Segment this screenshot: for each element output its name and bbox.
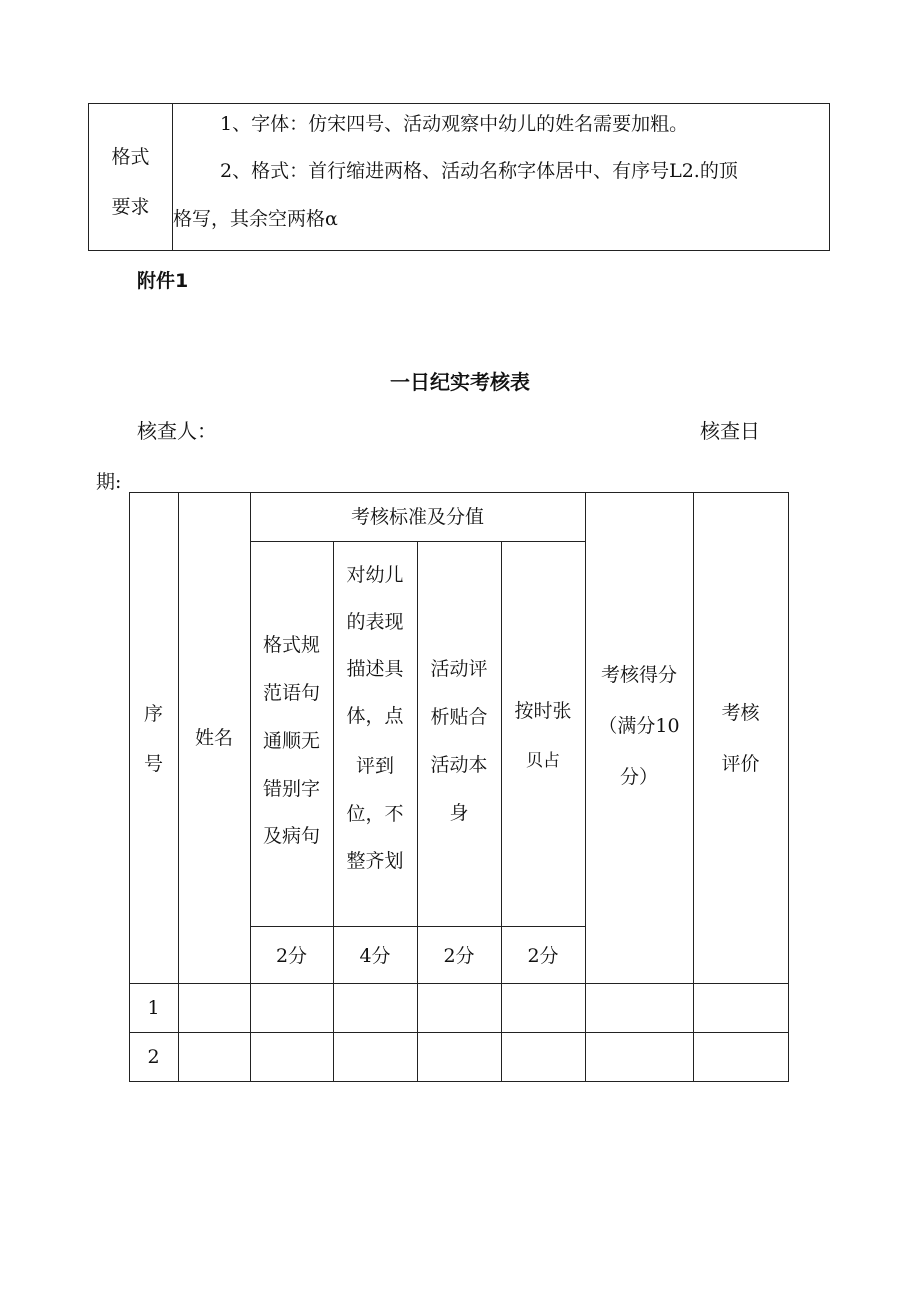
header-evaluation-2: 评价 xyxy=(721,753,760,775)
criterion-3-line: 身 xyxy=(449,802,469,824)
criterion-1-line: 及病句 xyxy=(262,825,320,847)
page-title: 一日纪实考核表 xyxy=(390,370,530,394)
format-rule-2-line1: 2、格式：首行缩进两格、活动名称字体居中、有序号L2.的顶 xyxy=(220,160,738,182)
format-rule-2-line2: 格写，其余空两格α xyxy=(173,208,338,230)
criterion-4-line: 贝占 xyxy=(526,751,560,771)
header-total-score-3: 分） xyxy=(619,766,658,788)
table-border-bottom xyxy=(129,1081,789,1082)
criterion-4-line: 按时张 xyxy=(514,700,572,722)
criterion-2-line: 整齐划 xyxy=(346,850,404,872)
criterion-1-score: 2分 xyxy=(275,945,308,967)
header-seq-1: 序 xyxy=(143,703,163,725)
criterion-4-score: 2分 xyxy=(527,945,559,967)
criterion-2-line: 描述具 xyxy=(346,658,404,680)
criterion-2-line: 的表现 xyxy=(346,611,404,633)
format-rule-1: 1、字体：仿宋四号、活动观察中幼儿的姓名需要加粗。 xyxy=(220,113,689,135)
header-seq-2: 号 xyxy=(143,753,163,775)
table-line-row1-bottom xyxy=(129,1032,789,1033)
header-criteria: 考核标准及分值 xyxy=(350,506,484,528)
header-total-score-1: 考核得分 xyxy=(600,664,677,686)
table-line-col5 xyxy=(501,541,502,1082)
check-date-label: 核查日 xyxy=(700,419,760,443)
criterion-2-line: 评到 xyxy=(355,755,394,777)
header-evaluation-1: 考核 xyxy=(721,702,760,724)
format-label-line2: 要求 xyxy=(111,196,150,218)
attachment-label: 附件1 xyxy=(137,270,189,292)
criterion-3-line: 活动本 xyxy=(430,754,488,776)
checker-label: 核查人： xyxy=(137,419,217,443)
criterion-2-line: 体，点 xyxy=(346,705,404,727)
criterion-2-line: 对幼儿 xyxy=(346,564,404,586)
criterion-3-line: 活动评 xyxy=(430,658,488,680)
criterion-3-line: 析贴合 xyxy=(430,706,488,728)
table-border-right xyxy=(788,492,789,1082)
format-label-line1: 格式 xyxy=(111,146,150,168)
criterion-2-score: 4分 xyxy=(359,945,391,967)
table-line-header-bottom xyxy=(129,983,789,984)
criterion-1-line: 范语句 xyxy=(262,682,320,704)
row-1-seq: 1 xyxy=(147,997,160,1019)
criterion-1-line: 通顺无 xyxy=(262,730,320,752)
table-line-col1 xyxy=(178,492,179,1082)
check-date-continued: 期: xyxy=(96,471,122,493)
format-label-cell xyxy=(89,104,173,250)
header-name: 姓名 xyxy=(194,727,233,749)
assessment-table xyxy=(129,492,789,1082)
criterion-3-score: 2分 xyxy=(443,945,475,967)
criterion-2-line: 位，不 xyxy=(346,803,404,825)
criterion-1-line: 格式规 xyxy=(262,634,320,656)
row-2-seq: 2 xyxy=(147,1046,160,1068)
format-requirements-table xyxy=(88,103,830,251)
criterion-1-line: 错别字 xyxy=(262,778,320,800)
header-total-score-2: （满分10 xyxy=(598,715,680,737)
